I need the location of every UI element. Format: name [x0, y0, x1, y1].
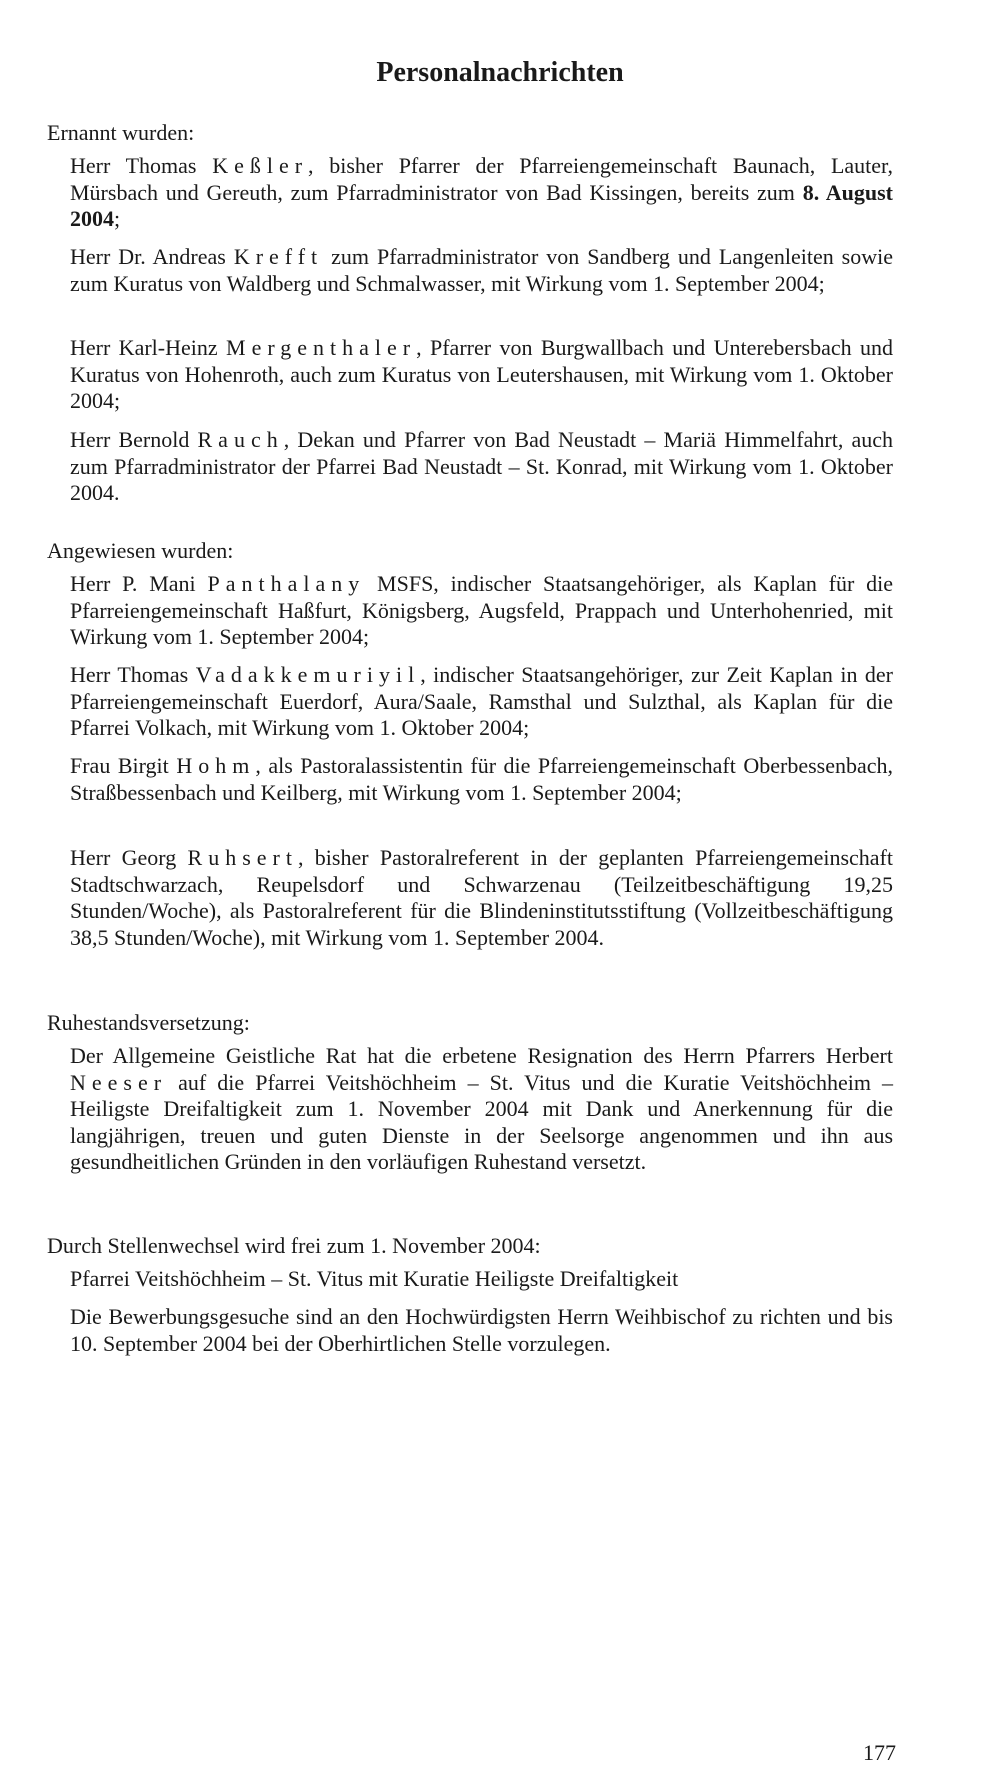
entry-text: MSFS, indischer Staatsangehöriger, als Kaplan für die Pfarreiengemeinschaft Haßfurt, Königsberg, Augsfeld, Prappach und Unterhohenried, mit Wirkung vom 1. September 2004; — [70, 571, 894, 649]
entry-text: , Pfarrer von Burgwallbach und Unterebersbach und Kuratus von Hohenroth, auch zum Kuratus von Leutershausen, mit Wirkung vom 1. Oktober 2004; — [70, 335, 893, 413]
entry-neeser — [70, 1043, 893, 1176]
entry-prefix: Herr Thomas — [70, 153, 197, 178]
entry-text: , indischer Staatsangehöriger, zur Zeit Kaplan in der Pfarreiengemeinschaft Euerdorf, Aura/Saale, Ramsthal und Sulzthal, als Kaplan für die Pfarrei Volkach, mit Wirkung vom 1. Oktober 2004; — [70, 662, 893, 740]
entry-panthalany — [70, 571, 893, 651]
entry-prefix: Herr Dr. Andreas — [70, 244, 226, 269]
entry-prefix: Herr P. Mani — [70, 571, 196, 596]
person-name: Vadakkemuriyil — [195, 662, 421, 687]
person-name: Panthalany — [207, 571, 366, 596]
person-name: Hohm — [176, 753, 256, 778]
entry-krefft — [70, 244, 893, 297]
entry-prefix: Herr Thomas — [70, 662, 189, 687]
entry-kessler — [70, 153, 893, 233]
entry-prefix: Der Allgemeine Geistliche Rat hat die erbetene Resignation des Herrn Pfarrers Herbert — [70, 1043, 893, 1068]
entry-text: auf die Pfarrei Veitshöchheim – St. Vitus und die Kuratie Veitshöchheim – Heiligste Dreifaltigkeit zum 1. November 2004 mit Dank und Anerkennung für die langjährigen, treuen und guten Dienste in der Seelsorge angenommen und ihn aus gesundheitlichen Gründen in den vorläufigen Ruhestand versetzt. — [70, 1069, 893, 1174]
entry-vadakkemuriyil — [70, 662, 893, 742]
person-name: Krefft — [233, 244, 324, 269]
entry-date-bold: 8. August 2004 — [70, 179, 893, 231]
entry-rauch — [70, 427, 893, 507]
section-heading-angewiesen: Angewiesen wurden: — [47, 538, 234, 563]
person-name: Ruhsert — [187, 845, 298, 870]
entry-prefix: Frau Birgit — [70, 753, 169, 778]
entry-text: , bisher Pfarrer der Pfarreiengemeinschaft Baunach, Lauter, Mürsbach und Gereuth, zum Pfarradministrator von Bad Kissingen, bereits zum — [70, 153, 894, 205]
page-number: 177 — [863, 1740, 896, 1765]
entry-application-note: Die Bewerbungsgesuche sind an den Hochwürdigsten Herrn Weihbischof zu richten und bis 10. September 2004 bei der Oberhirtlichen Stelle vorzulegen. — [70, 1304, 893, 1356]
entry-prefix: Herr Georg — [70, 845, 177, 870]
page-title: Personalnachrichten — [376, 57, 624, 88]
entry-text-end: ; — [114, 206, 121, 231]
section-heading-ruhestand: Ruhestandsversetzung: — [47, 1010, 250, 1035]
entry-prefix: Herr Karl-Heinz — [70, 335, 218, 360]
entry-mergenthaler — [70, 335, 893, 415]
person-name: Keßler — [212, 153, 309, 178]
entry-text: , bisher Pastoralreferent in der geplanten Pfarreiengemeinschaft Stadtschwarzach, Reupelsdorf und Schwarzenau (Teilzeitbeschäftigung 19,25 Stunden/Woche), als Pastoralreferent für die Blindeninstitutsstiftung (Vollzeitbeschäftigung 38,5 Stunden/Woche), mit Wirkung vom 1. September 2004. — [70, 845, 893, 950]
section-heading-stellenwechsel: Durch Stellenwechsel wird frei zum 1. November 2004: — [47, 1233, 541, 1258]
entry-text: , Dekan und Pfarrer von Bad Neustadt – Mariä Himmelfahrt, auch zum Pfarradministrator der Pfarrei Bad Neustadt – St. Konrad, mit Wirkung vom 1. Oktober 2004. — [70, 427, 894, 505]
entry-text: zum Pfarradministrator von Sandberg und Langenleiten sowie zum Kuratus von Waldberg und Schmalwasser, mit Wirkung vom 1. September 2004; — [70, 244, 894, 296]
person-name: Mergenthaler — [226, 335, 417, 360]
section-heading-ernannt: Ernannt wurden: — [47, 120, 195, 145]
person-name: Rauch — [197, 427, 284, 452]
entry-text: , als Pastoralassistentin für die Pfarreiengemeinschaft Oberbessenbach, Straßbessenbach und Keilberg, mit Wirkung vom 1. September 2004; — [70, 753, 894, 805]
entry-hohm — [70, 753, 893, 806]
person-name: Neeser — [70, 1069, 168, 1095]
entry-vacancy: Pfarrei Veitshöchheim – St. Vitus mit Kuratie Heiligste Dreifaltigkeit — [70, 1266, 679, 1291]
entry-prefix: Herr Bernold — [70, 427, 190, 452]
entry-ruhsert — [70, 845, 893, 951]
